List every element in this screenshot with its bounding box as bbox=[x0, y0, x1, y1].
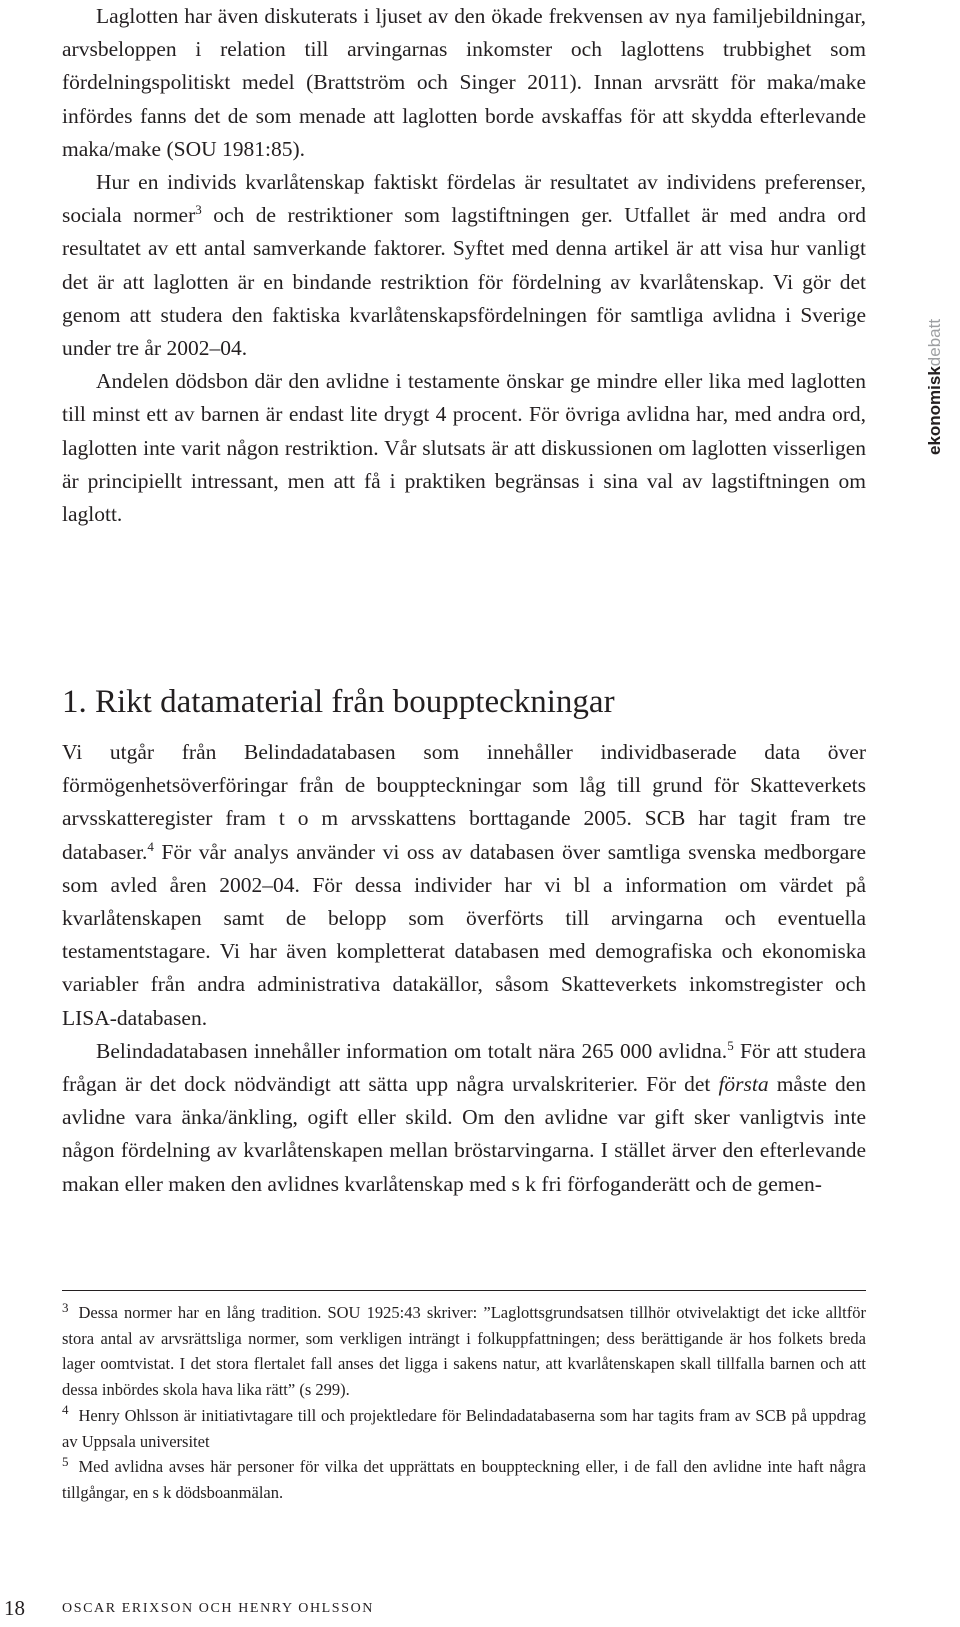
footnote-text: Dessa normer har en lång tradition. SOU 1925:43 skriver: ”Laglottsgrundsatsen tillhör otvivelaktigt det icke alltför stora antal av arvsrättsliga normer, som verkligen inträngt i folkuppfattningen; dess berättigande är hos folkets breda lager oomtvistat. I det stora flertalet fall anses det ligga i sakens natur, att kvarlåtenskapen skall tillfalla barnen och att dessa inbördes skola hava lika rätt” (s 299). bbox=[62, 1303, 866, 1400]
journal-side-label bbox=[925, 255, 945, 455]
paragraph bbox=[62, 736, 866, 1035]
footnote bbox=[62, 1454, 866, 1505]
footnote bbox=[62, 1300, 866, 1403]
emphasis: första bbox=[718, 1072, 769, 1097]
paragraph-text: och de restriktioner som lagstiftningen ger. Utfallet är med andra ord resultatet av ett antal samverkande faktorer. Syftet med denna artikel är att visa hur vanligt det är att laglotten är en bindande restriktion för fördelning av kvarlåtenskap. Vi gör det genom att studera den faktiska kvarlåtenskapsfördelningen för samtliga avlidna i Sverige under tre år 2002–04. bbox=[62, 203, 866, 361]
footnote-text: Henry Ohlsson är initiativtagare till och projektledare för Belindadatabaserna som har tagits fram av SCB på uppdrag av Uppsala universitet bbox=[62, 1405, 866, 1451]
footnote-ref-3[interactable]: 3 bbox=[195, 202, 202, 218]
running-footer-authors: OSCAR ERIXSON OCH HENRY OHLSSON bbox=[62, 1601, 375, 1616]
side-label-dark: ekonomisk bbox=[925, 366, 944, 455]
paragraph bbox=[62, 166, 866, 365]
body-text-top bbox=[62, 0, 866, 531]
paragraph-text: Vi utgår från Belindadatabasen som innehåller individbaserade data över förmögenhetsöverföringar från de bouppteckningar som låg till grund för Skatteverkets arvsskatteregister fram t o m arvsskattens borttagande 2005. SCB har tagit fram tre databaser. bbox=[62, 740, 866, 864]
footnote-divider bbox=[62, 1290, 866, 1291]
footnote bbox=[62, 1403, 866, 1454]
paragraph bbox=[62, 1035, 866, 1201]
paragraph-text: För att studera frågan är det dock nödvändigt att sätta upp några urvalskriterier. För det bbox=[62, 1038, 866, 1097]
body-text-section bbox=[62, 736, 866, 1201]
footnote-number: 4 bbox=[62, 1402, 69, 1418]
paragraph: Laglotten har även diskuterats i ljuset av den ökade frekvensen av nya familjebildningar, arvsbeloppen i relation till arvingarnas inkomster och laglottens trubbighet som fördelningspolitiskt medel (Brattström och Singer 2011). Innan arvsrätt för maka/make infördes fanns det de som menade att laglotten borde avskaffas för att skydda efterlevande maka/make (SOU 1981:85). bbox=[62, 4, 866, 161]
footnotes bbox=[62, 1300, 866, 1506]
page-number: 18 bbox=[4, 1596, 25, 1620]
paragraph-text: Hur en individs kvarlåtenskap faktiskt fördelas är resultatet av individens preferenser, sociala normer bbox=[62, 170, 866, 228]
footnote-ref-4[interactable]: 4 bbox=[147, 838, 154, 854]
paragraph-text: Belindadatabasen innehåller information om totalt nära 265 000 avlidna. bbox=[96, 1038, 728, 1063]
paragraph-text: måste den avlidne vara änka/änkling, ogift eller skild. Om den avlidne var gift sker vanligtvis inte någon fördelning av kvarlåtenskapen mellan bröstarvingarna. I stället ärver den efterlevande makan eller maken den avlidnes kvarlåtenskap med s k fri förfoganderätt och de gemen- bbox=[62, 1072, 866, 1196]
footnote-text: Med avlidna avses här personer för vilka det upprättats en bouppteckning eller, i de fall den avlidne inte haft några tillgångar, en s k dödsboanmälan. bbox=[62, 1457, 866, 1502]
section-heading: 1. Rikt datamaterial från bouppteckningar bbox=[62, 684, 615, 720]
paragraph: Andelen dödsbon där den avlidne i testamente önskar ge mindre eller lika med laglotten till minst ett av barnen är endast lite drygt 4 procent. För övriga avlidna har, med andra ord, laglotten inte varit någon restriktion. Vår slutsats är att diskussionen om laglotten visserligen är principiellt intressant, men att få i praktiken begränsas i sina val av lagstiftningen om laglott. bbox=[62, 369, 866, 527]
footnote-ref-5[interactable]: 5 bbox=[727, 1037, 734, 1053]
paragraph-text: För vår analys använder vi oss av databasen över samtliga svenska medborgare som avled åren 2002–04. För dessa individer har vi bl a information om värdet på kvarlåtenskapen samt de belopp som överförts till arvingarna och eventuella testamentstagare. Vi har även kompletterat databasen med demografiska och ekonomiska variabler från andra administrativa datakällor, såsom Skatteverkets inkomstregister och LISA-databasen. bbox=[62, 839, 866, 1030]
side-label-light: debatt bbox=[925, 318, 944, 367]
footnote-number: 3 bbox=[62, 1299, 69, 1315]
footnote-number: 5 bbox=[62, 1453, 69, 1469]
